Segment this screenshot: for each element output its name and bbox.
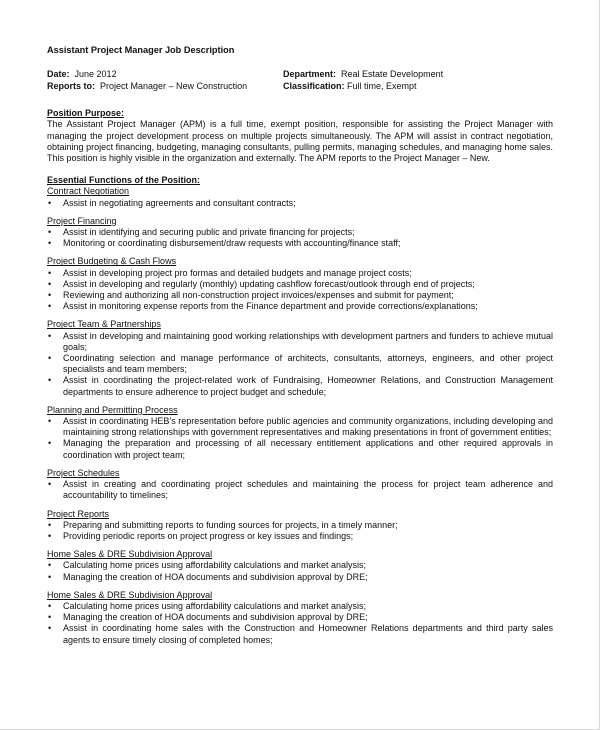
essential-functions-heading: Essential Functions of the Position: bbox=[47, 175, 201, 186]
function-section bbox=[47, 216, 553, 250]
bullet-item: • Assist in developing and maintaining good working relationships with development partners and funders to achieve mutual goals; bbox=[47, 331, 553, 353]
section-title: Project Reports bbox=[47, 508, 110, 519]
bullet-item: • Assist in monitoring expense reports from the Finance department and provide corrections/explanations; bbox=[47, 301, 553, 312]
bullet-list bbox=[47, 520, 553, 542]
section-title: Home Sales & DRE Subdivision Approval bbox=[47, 589, 213, 600]
bullet-item: • Monitoring or coordinating disbursement/draw requests with accounting/finance staff; bbox=[47, 238, 553, 249]
department-field: Department: Real Estate Development bbox=[283, 69, 444, 80]
section-title: Project Schedules bbox=[47, 467, 120, 478]
function-section bbox=[47, 256, 553, 312]
date-field: Date: June 2012 bbox=[47, 69, 117, 80]
section-title: Home Sales & DRE Subdivision Approval bbox=[47, 549, 213, 560]
bullet-item: • Coordinating selection and manage performance of architects, consultants, attorneys, engineers, and other project specialists and team members; bbox=[47, 353, 553, 375]
bullet-list bbox=[47, 227, 553, 249]
document-meta bbox=[47, 69, 553, 92]
section-title: Project Team & Partnerships bbox=[47, 319, 161, 330]
function-section bbox=[47, 509, 553, 543]
section-title: Planning and Permitting Process bbox=[47, 404, 178, 415]
bullet-item: • Assist in coordinating the project-related work of Fundraising, Homeowner Relations, and Construction Management departments to ensure adherence to project budget and schedule; bbox=[47, 375, 553, 397]
function-section bbox=[47, 319, 553, 397]
document-body bbox=[47, 45, 553, 646]
bullet-item: • Assist in developing project pro formas and detailed budgets and manage project costs; bbox=[47, 268, 553, 279]
bullet-item: • Preparing and submitting reports to funding sources for projects, in a timely manner; bbox=[47, 520, 553, 531]
bullet-item: • Assist in negotiating agreements and consultant contracts; bbox=[47, 198, 553, 209]
bullet-item: • Reviewing and authorizing all non-construction project invoices/expenses and submit for payment; bbox=[47, 290, 553, 301]
bullet-item: • Assist in developing and regularly (monthly) updating cashflow forecast/outlook through end of projects; bbox=[47, 279, 553, 290]
bullet-list bbox=[47, 560, 553, 582]
function-section bbox=[47, 590, 553, 646]
bullet-item: • Managing the creation of HOA documents and subdivision approval by DRE; bbox=[47, 572, 553, 583]
bullet-list bbox=[47, 331, 553, 398]
classification-field: Classification: Full time, Exempt bbox=[283, 80, 417, 91]
bullet-list bbox=[47, 416, 553, 461]
bullet-item: • Assist in coordinating HEB’s representation before public agencies and community organizations, including developing and maintaining strong relationships with government representatives and making presentations in front of government entities; bbox=[47, 416, 553, 438]
bullet-item: • Assist in creating and coordinating project schedules and maintaining the process for project team adherence and accountability to timelines; bbox=[47, 479, 553, 501]
bullet-list bbox=[47, 198, 553, 209]
section-title: Contract Negotiation bbox=[47, 186, 130, 197]
bullet-item: • Assist in coordinating home sales with the Construction and Homeowner Relations departments and third party sales agents to ensure timely closing of completed homes; bbox=[47, 623, 553, 645]
bullet-list bbox=[47, 601, 553, 646]
position-purpose-text: The Assistant Project Manager (APM) is a full time, exempt position, responsible for assisting the Project Manager with managing the project development process on multiple projects simultaneously. The APM will assist in contract negotiation, obtaining project financing, budgeting, managing consultants, pulling permits, managing schedules, and managing home sales. This position is highly visible in the organization and externally. The APM reports to the Project Manager – New. bbox=[47, 119, 553, 164]
function-section bbox=[47, 549, 553, 583]
bullet-item: • Calculating home prices using affordability calculations and market analysis; bbox=[47, 560, 553, 571]
function-section bbox=[47, 405, 553, 461]
bullet-list bbox=[47, 479, 553, 501]
section-title: Project Financing bbox=[47, 215, 117, 226]
section-title: Project Budgeting & Cash Flows bbox=[47, 256, 177, 267]
function-section bbox=[47, 468, 553, 502]
bullet-item: • Providing periodic reports on project progress or key issues and findings; bbox=[47, 531, 553, 542]
bullet-item: • Managing the preparation and processing of all necessary entitlement applications and other required approvals in coordination with project team; bbox=[47, 438, 553, 460]
bullet-list bbox=[47, 268, 553, 313]
essential-functions-sections bbox=[47, 186, 553, 645]
bullet-item: • Managing the creation of HOA documents and subdivision approval by DRE; bbox=[47, 612, 553, 623]
document-title: Assistant Project Manager Job Description bbox=[47, 45, 235, 55]
bullet-item: • Assist in identifying and securing public and private financing for projects; bbox=[47, 227, 553, 238]
reports-to-field: Reports to: Project Manager – New Construction bbox=[47, 80, 248, 91]
function-section bbox=[47, 186, 553, 208]
position-purpose-heading: Position Purpose: bbox=[47, 108, 125, 119]
bullet-item: • Calculating home prices using affordability calculations and market analysis; bbox=[47, 601, 553, 612]
